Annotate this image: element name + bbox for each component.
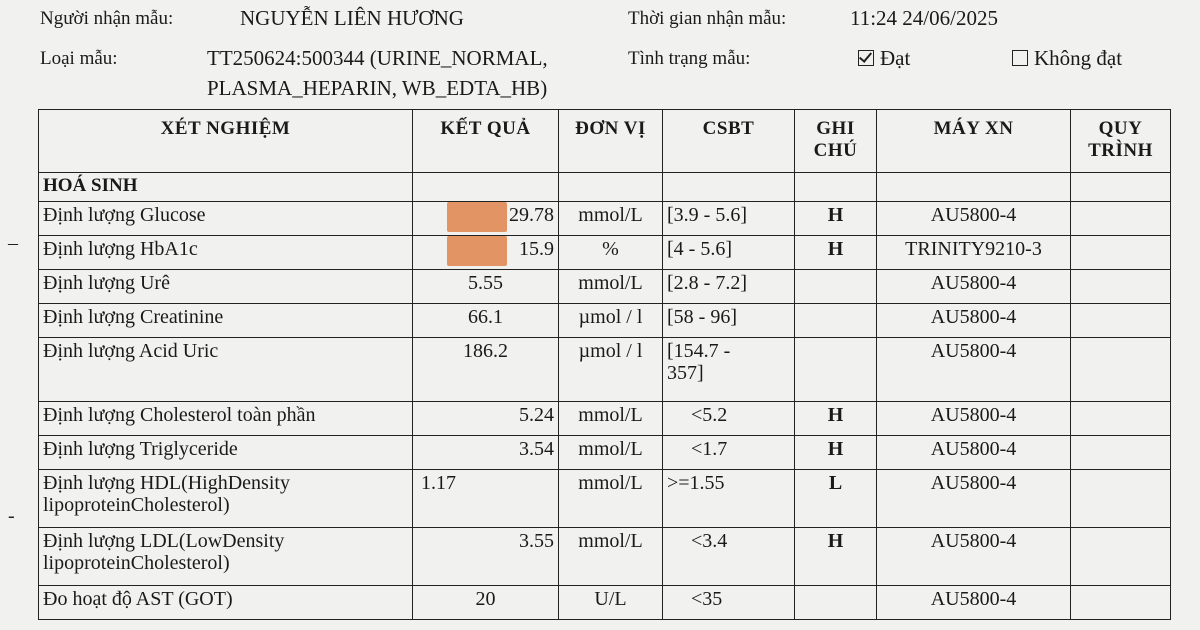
test-result: 15.9	[413, 236, 559, 270]
table-row	[39, 236, 1171, 270]
test-unit: µmol / l	[559, 304, 663, 338]
table-row	[39, 436, 1171, 470]
test-machine: AU5800-4	[877, 338, 1071, 402]
test-machine: AU5800-4	[877, 202, 1071, 236]
test-name: Định lượng Glucose	[39, 202, 413, 236]
status-pass-label: Đạt	[880, 46, 911, 70]
test-machine: AU5800-4	[877, 528, 1071, 586]
table-row	[39, 270, 1171, 304]
test-flag: L	[795, 470, 877, 528]
section-row	[39, 173, 1171, 202]
test-name: Đo hoạt độ AST (GOT)	[39, 586, 413, 620]
test-machine: AU5800-4	[877, 436, 1071, 470]
test-reference: [3.9 - 5.6]	[663, 202, 795, 236]
status-fail	[1012, 46, 1122, 71]
results-table	[38, 109, 1171, 620]
test-result: 20	[413, 586, 559, 620]
col-note: GHI CHÚ	[795, 110, 877, 173]
redaction-mark	[447, 236, 507, 266]
receive-time-label: Thời gian nhận mẫu:	[628, 8, 787, 29]
checked-checkbox-icon	[858, 50, 874, 66]
margin-mark: -	[8, 505, 15, 527]
test-name: Định lượng Triglyceride	[39, 436, 413, 470]
receiver-label: Người nhận mẫu:	[40, 8, 174, 29]
test-reference: <35	[663, 586, 795, 620]
test-name: Định lượng LDL(LowDensity lipoproteinCholesterol)	[39, 528, 413, 586]
test-flag: H	[795, 236, 877, 270]
test-name: Định lượng HbA1c	[39, 236, 413, 270]
test-unit: U/L	[559, 586, 663, 620]
test-flag	[795, 270, 877, 304]
test-reference: [2.8 - 7.2]	[663, 270, 795, 304]
redaction-mark	[447, 202, 507, 232]
table-row	[39, 202, 1171, 236]
test-unit: mmol/L	[559, 402, 663, 436]
test-name: Định lượng Creatinine	[39, 304, 413, 338]
test-reference: [58 - 96]	[663, 304, 795, 338]
test-name: Định lượng HDL(HighDensity lipoproteinCholesterol)	[39, 470, 413, 528]
test-unit: %	[559, 236, 663, 270]
test-machine: AU5800-4	[877, 402, 1071, 436]
col-machine: MÁY XN	[877, 110, 1071, 173]
status-pass	[858, 46, 910, 71]
col-procedure: QUY TRÌNH	[1071, 110, 1171, 173]
table-row	[39, 338, 1171, 402]
test-result: 3.54	[413, 436, 559, 470]
test-flag	[795, 586, 877, 620]
test-flag: H	[795, 402, 877, 436]
test-flag	[795, 304, 877, 338]
test-name: Định lượng Cholesterol toàn phần	[39, 402, 413, 436]
test-flag	[795, 338, 877, 402]
test-result: 66.1	[413, 304, 559, 338]
test-result: 3.55	[413, 528, 559, 586]
sample-type-line1: TT250624:500344 (URINE_NORMAL,	[207, 46, 548, 70]
test-reference: >=1.55	[663, 470, 795, 528]
test-unit: mmol/L	[559, 436, 663, 470]
test-flag: H	[795, 202, 877, 236]
sample-type-line2: PLASMA_HEPARIN, WB_EDTA_HB)	[207, 76, 548, 100]
test-reference: <5.2	[663, 402, 795, 436]
test-result: 29.78	[413, 202, 559, 236]
empty-checkbox-icon	[1012, 50, 1028, 66]
receive-time-value: 11:24 24/06/2025	[850, 6, 998, 30]
col-result: KẾT QUẢ	[413, 110, 559, 173]
col-test: XÉT NGHIỆM	[39, 110, 413, 173]
col-unit: ĐƠN VỊ	[559, 110, 663, 173]
test-result: 1.17	[413, 470, 559, 528]
test-machine: AU5800-4	[877, 270, 1071, 304]
test-unit: mmol/L	[559, 528, 663, 586]
test-unit: mmol/L	[559, 202, 663, 236]
table-row	[39, 402, 1171, 436]
section-title: HOÁ SINH	[39, 173, 413, 202]
test-reference: <1.7	[663, 436, 795, 470]
test-name: Định lượng Urê	[39, 270, 413, 304]
test-unit: mmol/L	[559, 270, 663, 304]
sample-type-label: Loại mẫu:	[40, 48, 118, 69]
test-flag: H	[795, 528, 877, 586]
test-machine: AU5800-4	[877, 304, 1071, 338]
table-row	[39, 586, 1171, 620]
margin-mark: –	[8, 232, 18, 254]
table-header-row	[39, 110, 1171, 173]
test-unit: µmol / l	[559, 338, 663, 402]
table-row	[39, 528, 1171, 586]
test-machine: AU5800-4	[877, 470, 1071, 528]
test-reference: [4 - 5.6]	[663, 236, 795, 270]
receiver-value: NGUYỄN LIÊN HƯƠNG	[240, 6, 464, 30]
test-flag: H	[795, 436, 877, 470]
test-unit: mmol/L	[559, 470, 663, 528]
status-fail-label: Không đạt	[1034, 46, 1123, 70]
test-name: Định lượng Acid Uric	[39, 338, 413, 402]
sample-status-label: Tình trạng mẫu:	[628, 48, 751, 69]
table-row	[39, 470, 1171, 528]
test-reference: [154.7 - 357]	[663, 338, 795, 402]
test-result: 186.2	[413, 338, 559, 402]
test-reference: <3.4	[663, 528, 795, 586]
col-csbt: CSBT	[663, 110, 795, 173]
test-result: 5.24	[413, 402, 559, 436]
table-row	[39, 304, 1171, 338]
test-machine: AU5800-4	[877, 586, 1071, 620]
test-machine: TRINITY9210-3	[877, 236, 1071, 270]
test-result: 5.55	[413, 270, 559, 304]
